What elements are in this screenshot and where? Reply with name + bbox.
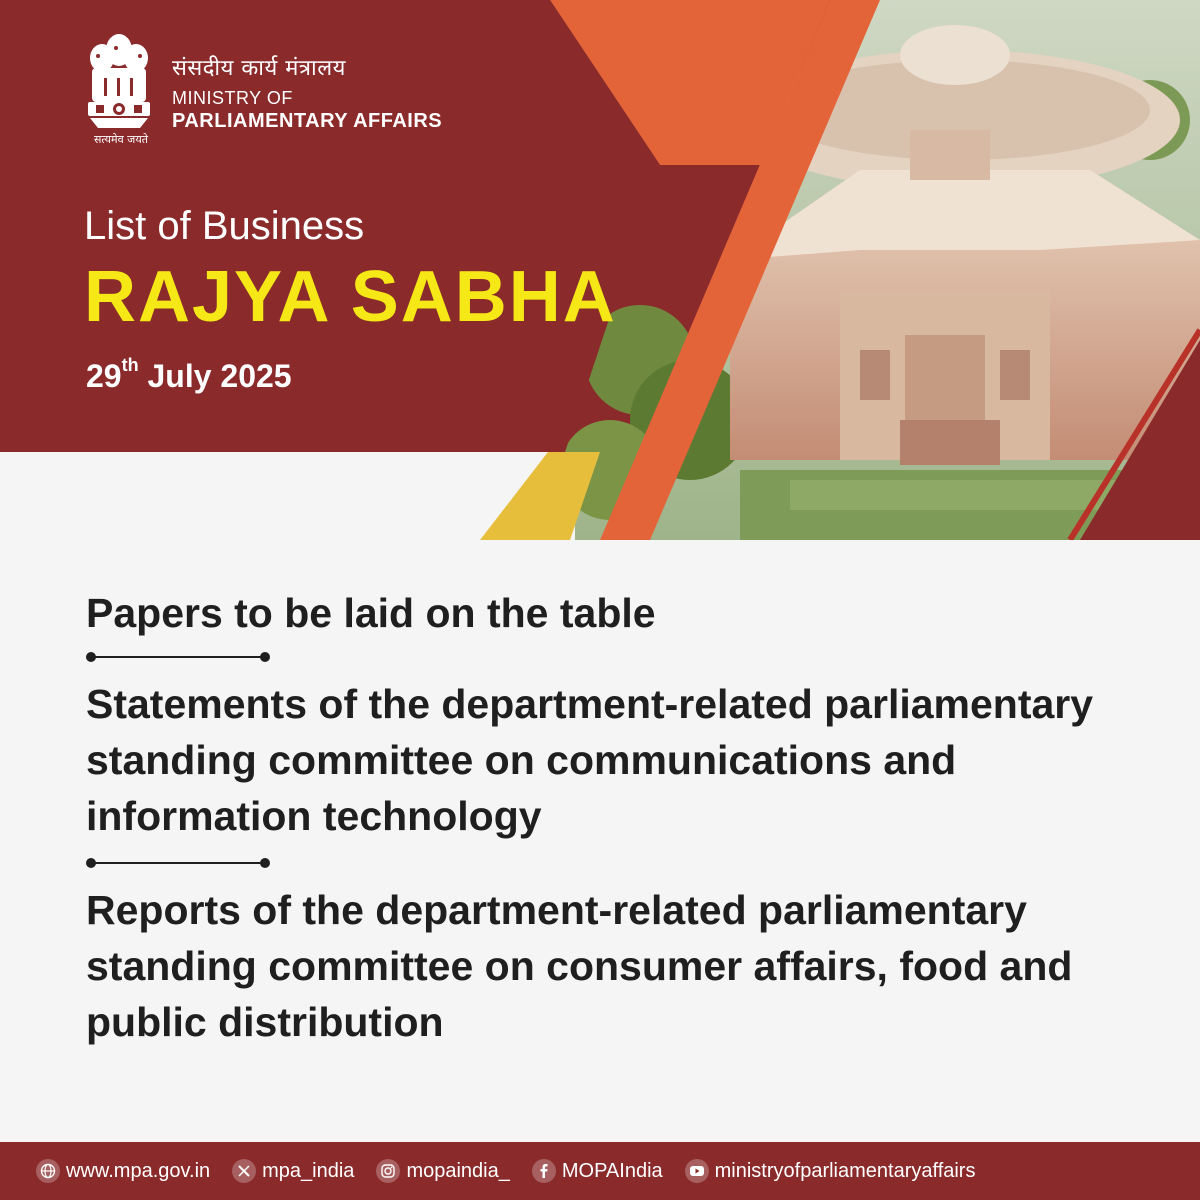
ministry-name-line2: PARLIAMENTARY AFFAIRS (172, 110, 443, 132)
business-item: Reports of the department-related parliamentary standing committee on consumer affairs, food and public distribution (86, 887, 1073, 1045)
footer-link-label: ministryofparliamentaryaffairs (714, 1159, 976, 1182)
header-banner (0, 0, 1200, 540)
list-title: List of Business (84, 204, 365, 248)
ministry-name-line1: MINISTRY OF (172, 88, 293, 108)
house-name: RAJYA SABHA (84, 257, 617, 337)
footer-link-instagram[interactable] (376, 1159, 509, 1183)
globe-icon (36, 1159, 60, 1183)
business-item: Statements of the department-related parliamentary standing committee on communications and information technology (86, 681, 1094, 839)
item-divider (90, 858, 266, 868)
footer-link-label: www.mpa.gov.in (66, 1159, 211, 1182)
footer-link-label: mopaindia_ (406, 1159, 510, 1182)
date-month-year: July 2025 (147, 358, 292, 394)
instagram-icon (376, 1159, 400, 1183)
business-date (86, 355, 292, 395)
x-icon (232, 1159, 256, 1183)
emblem-motto: सत्यमेव जयते (93, 133, 148, 146)
date-day: 29 (86, 358, 122, 394)
footer-link-x[interactable] (232, 1159, 354, 1183)
youtube-icon (685, 1159, 709, 1183)
footer-link-website[interactable] (36, 1159, 210, 1183)
footer-link-youtube[interactable] (685, 1159, 976, 1183)
footer-link-facebook[interactable] (532, 1159, 663, 1183)
business-item: Papers to be laid on the table (86, 590, 656, 636)
item-divider (90, 652, 266, 662)
footer-social-bar (0, 1142, 1200, 1200)
ministry-name-hindi: संसदीय कार्य मंत्रालय (172, 56, 346, 81)
footer-link-label: MOPAIndia (561, 1159, 663, 1182)
footer-link-label: mpa_india (262, 1159, 355, 1182)
date-suffix: th (121, 355, 139, 376)
business-items (86, 588, 1146, 1050)
facebook-icon (532, 1159, 556, 1183)
